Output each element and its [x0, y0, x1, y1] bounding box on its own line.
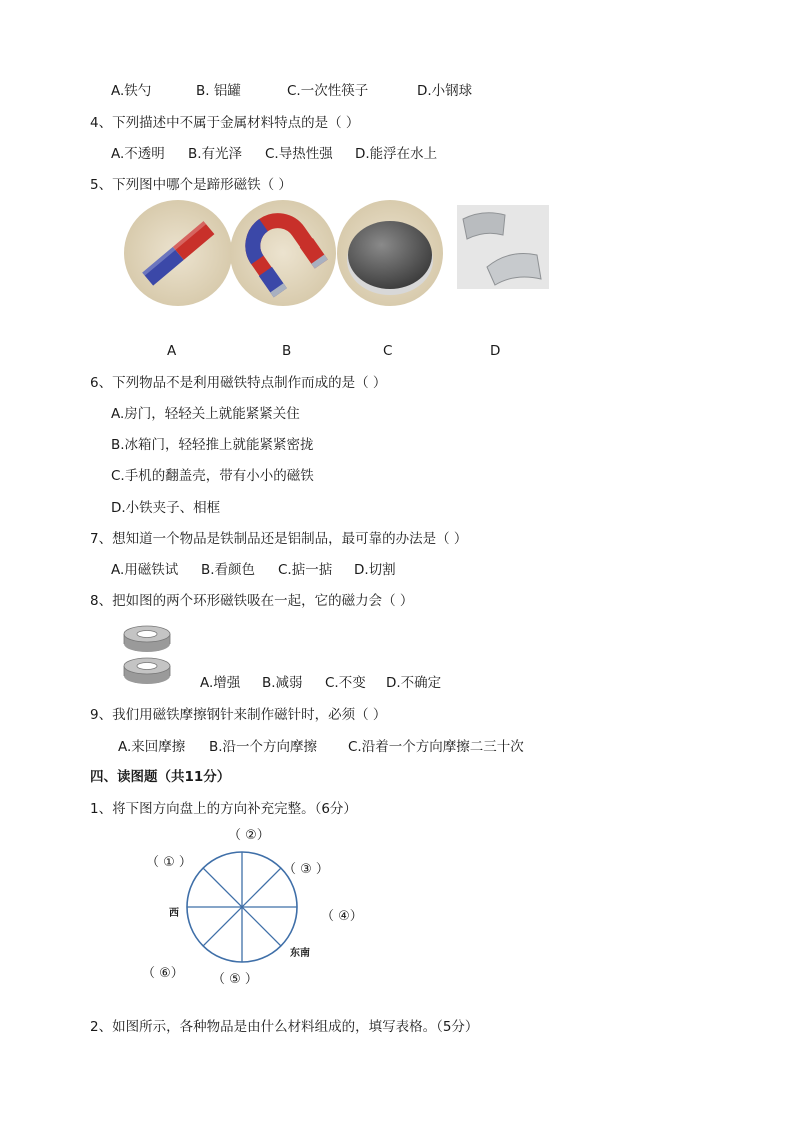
q4-option-b: B.有光泽 [188, 146, 243, 162]
q7-option-b: B.看颜色 [201, 562, 256, 578]
q5-stem: 5、下列图中哪个是蹄形磁铁（ ） [90, 177, 292, 193]
q3-option-d: D.小钢球 [417, 83, 473, 99]
q6-option-b: B.冰箱门，轻轻推上就能紧紧密拢 [111, 437, 314, 453]
q3-option-c: C.一次性筷子 [287, 83, 369, 99]
q9-option-b: B.沿一个方向摩擦 [209, 739, 318, 755]
q9-stem: 9、我们用磁铁摩擦钢针来制作磁针时，必须（ ） [90, 707, 387, 723]
q8-option-d: D.不确定 [386, 675, 442, 691]
disc-magnet-image [337, 200, 443, 306]
q4-option-c: C.导热性强 [265, 146, 333, 162]
q9-option-a: A.来回摩擦 [118, 739, 186, 755]
compass-blank-southwest: （ ⑥） [142, 966, 184, 981]
q6-stem: 6、下列物品不是利用磁铁特点制作而成的是（ ） [90, 375, 387, 391]
q8-option-a: A.增强 [200, 675, 241, 691]
q5-label-c: C [383, 343, 393, 359]
reading-q2-stem: 2、如图所示，各种物品是由什么材料组成的，填写表格。（5分） [90, 1019, 479, 1035]
arc-magnet-image [457, 205, 549, 289]
q8-option-c: C.不变 [325, 675, 366, 691]
q5-label-a: A [167, 343, 177, 359]
q7-option-d: D.切割 [354, 562, 396, 578]
compass-wheel [185, 850, 299, 964]
q8-option-b: B.减弱 [262, 675, 303, 691]
q3-option-b: B. 铝罐 [196, 83, 241, 99]
reading-q1-stem: 1、将下图方向盘上的方向补充完整。（6分） [90, 801, 357, 817]
q5-label-b: B [282, 343, 292, 359]
ring-magnets-image [122, 622, 172, 690]
compass-blank-northeast: （ ③ ） [283, 862, 329, 877]
q5-label-d: D [490, 343, 501, 359]
q6-option-c: C.手机的翻盖壳，带有小小的磁铁 [111, 468, 314, 484]
q3-option-a: A.铁勺 [111, 83, 152, 99]
q4-stem: 4、下列描述中不属于金属材料特点的是（ ） [90, 115, 360, 131]
compass-blank-east: （ ④） [321, 909, 363, 924]
q8-stem: 8、把如图的两个环形磁铁吸在一起，它的磁力会（ ） [90, 593, 414, 609]
compass-blank-south: （ ⑤ ） [212, 972, 258, 987]
q6-option-a: A.房门，轻轻关上就能紧紧关住 [111, 406, 300, 422]
horseshoe-magnet-image [230, 200, 336, 306]
compass-label-west: 西 [169, 908, 179, 919]
q7-stem: 7、想知道一个物品是铁制品还是铝制品，最可靠的办法是（ ） [90, 531, 468, 547]
q4-option-a: A.不透明 [111, 146, 165, 162]
q7-option-c: C.掂一掂 [278, 562, 333, 578]
compass-label-southeast: 东南 [290, 948, 310, 959]
section-four-title: 四、读图题（共11分） [90, 769, 231, 785]
bar-magnet-image [124, 200, 232, 306]
compass-blank-northwest: （ ① ） [146, 855, 192, 870]
q4-option-d: D.能浮在水上 [355, 146, 438, 162]
q9-option-c: C.沿着一个方向摩擦二三十次 [348, 739, 524, 755]
q6-option-d: D.小铁夹子、相框 [111, 500, 221, 516]
q7-option-a: A.用磁铁试 [111, 562, 179, 578]
compass-blank-north: （ ②） [228, 828, 270, 843]
